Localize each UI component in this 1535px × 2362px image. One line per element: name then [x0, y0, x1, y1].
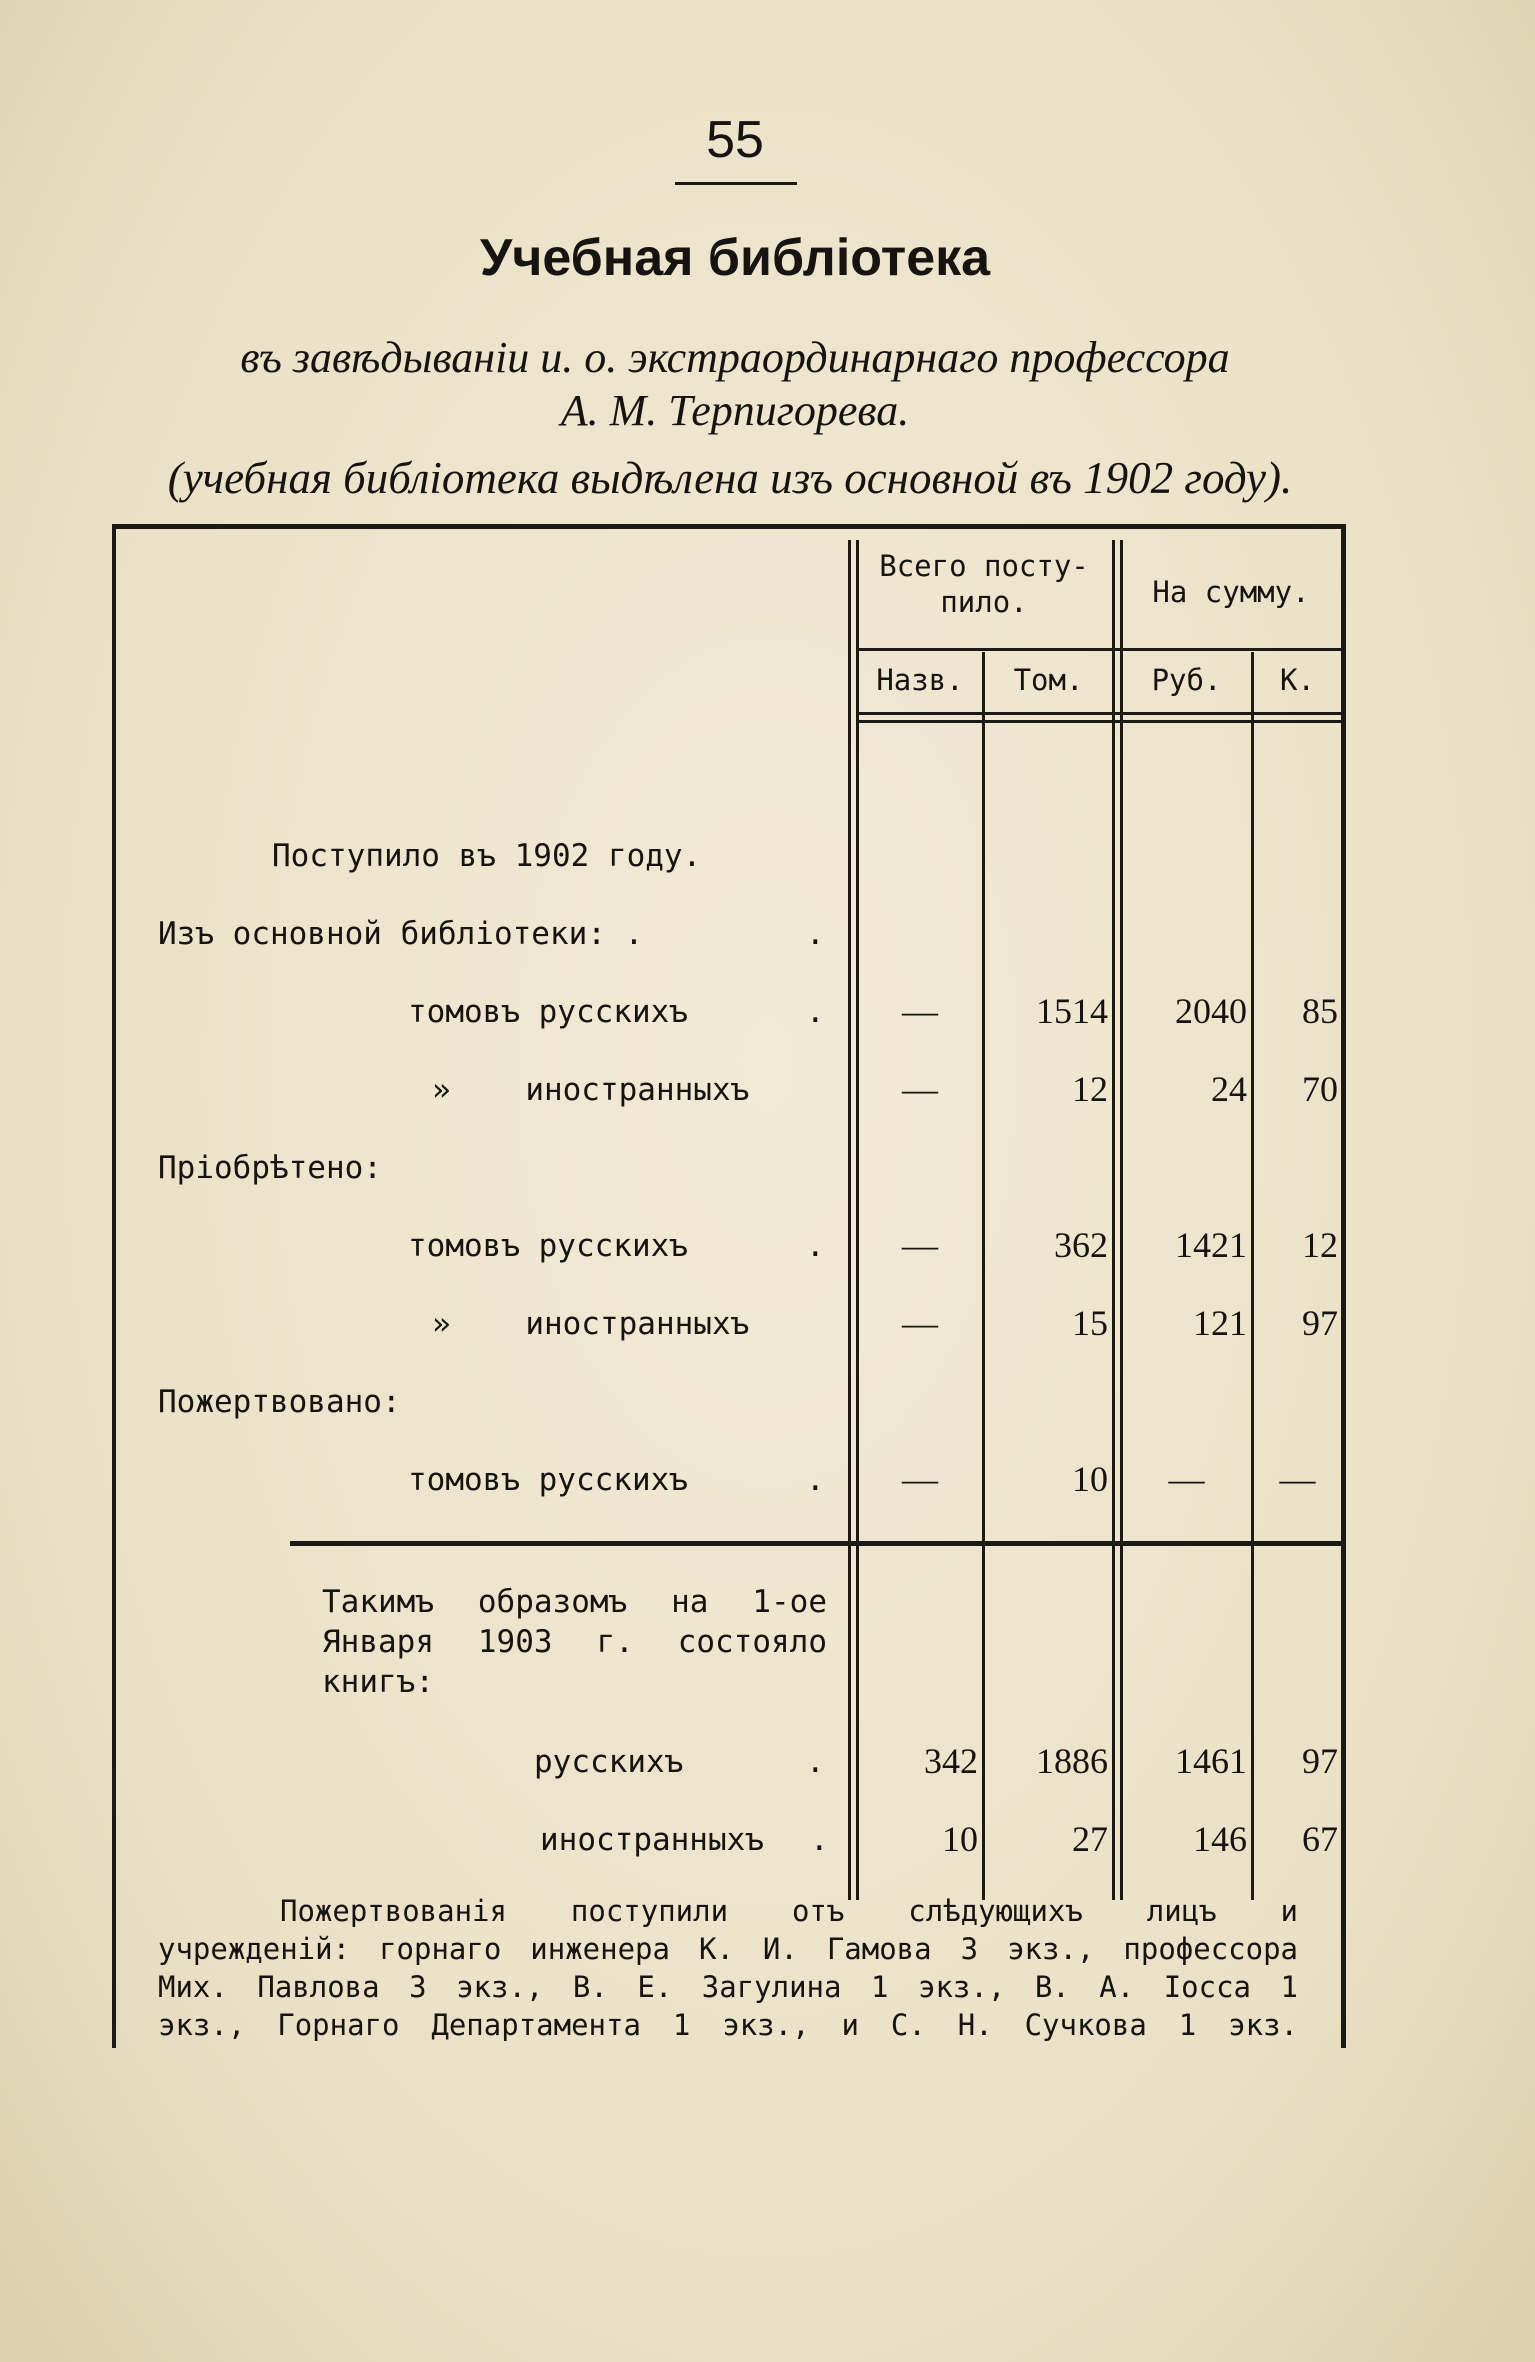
header-rule-bottom-2 — [856, 720, 1341, 723]
cell-tom: 12 — [1072, 1069, 1108, 1109]
totals-rule — [290, 1541, 1341, 1546]
table-right-border — [1341, 524, 1346, 2048]
col-divider-label-2 — [856, 540, 859, 1900]
header-rule-mid — [856, 648, 1341, 651]
header-total-received: Всего посту- пило. — [879, 549, 1089, 619]
header-sum: На сумму. — [1152, 575, 1310, 609]
cell-rub: 2040 — [1175, 991, 1247, 1031]
cell-rub: — — [1168, 1459, 1205, 1499]
page-number-rule — [675, 182, 797, 185]
cell-k: 97 — [1302, 1303, 1338, 1343]
cell-naz: — — [902, 1225, 938, 1265]
row-label: томовъ русскихъ — [408, 1228, 688, 1264]
col-divider-rub — [1251, 652, 1254, 1900]
row-label: иностранныхъ — [540, 1822, 764, 1858]
page-number: 55 — [706, 111, 764, 169]
row-dot: . — [806, 1744, 825, 1780]
header-naz: Назв. — [876, 663, 964, 697]
row-dot: . — [806, 1462, 825, 1498]
cell-k: 97 — [1302, 1741, 1338, 1781]
col-divider-tom-2 — [1120, 540, 1123, 1900]
cell-naz: 342 — [924, 1741, 978, 1781]
table-left-border — [112, 524, 116, 2048]
footnote-line: экз., Горнаго Департамента 1 экз., и С. Н. Сучкова 1 экз. — [158, 2008, 1298, 2042]
cell-k: 12 — [1302, 1225, 1338, 1265]
cell-rub: 1421 — [1175, 1225, 1247, 1265]
cell-k: 67 — [1302, 1819, 1338, 1859]
footnote-line: Пожертвованія поступили отъ слѣдующихъ лицъ и — [280, 1894, 1298, 1928]
cell-tom: 27 — [1072, 1819, 1108, 1859]
summary-text: Такимъ образомъ на 1-ое Января 1903 г. состояло книгъ: — [322, 1584, 827, 1700]
col-divider-naz — [982, 652, 985, 1900]
subtitle-line-1: въ завѣдываніи и. о. экстраординарнаго профессора — [240, 333, 1230, 382]
cell-tom: 15 — [1072, 1303, 1108, 1343]
row-label: » иностранныхъ — [432, 1072, 750, 1108]
cell-k: — — [1279, 1459, 1316, 1499]
subtitle-line-2: А. М. Терпигорева. — [560, 386, 910, 435]
row-dot: . — [810, 1822, 829, 1858]
cell-tom: 362 — [1054, 1225, 1108, 1265]
section-from-main: Изъ основной библіотеки: . — [158, 916, 644, 952]
row-label: томовъ русскихъ — [408, 1462, 688, 1498]
section-from-main-dot: . — [806, 916, 825, 952]
cell-naz: — — [902, 1303, 938, 1343]
section-acquired: Пріобрѣтено: — [158, 1150, 382, 1186]
row-label: русскихъ — [534, 1744, 684, 1780]
row-dot: . — [806, 1228, 825, 1264]
header-rule-bottom — [856, 712, 1341, 715]
cell-tom: 10 — [1072, 1459, 1108, 1499]
cell-naz: — — [902, 1069, 938, 1109]
cell-naz: — — [902, 1459, 938, 1499]
header-k: К. — [1280, 663, 1315, 697]
header-rub: Руб. — [1151, 663, 1222, 697]
cell-k: 70 — [1302, 1069, 1338, 1109]
cell-naz: — — [902, 991, 938, 1031]
cell-tom: 1514 — [1036, 991, 1108, 1031]
cell-rub: 146 — [1193, 1819, 1247, 1859]
cell-k: 85 — [1302, 991, 1338, 1031]
table-top-border — [112, 524, 1345, 529]
library-note: (учебная библіотека выдѣлена изъ основной въ 1902 году). — [167, 453, 1293, 503]
row-dot: . — [806, 994, 825, 1030]
cell-tom: 1886 — [1036, 1741, 1108, 1781]
col-divider-label — [848, 540, 851, 1900]
footnote-line: Мих. Павлова 3 экз., В. Е. Загулина 1 экз., В. А. Іосса 1 — [158, 1970, 1298, 2004]
footnote-line: учрежденій: горнаго инженера К. И. Гамова 3 экз., профессора — [158, 1932, 1298, 1966]
section-donated: Пожертвовано: — [158, 1384, 401, 1420]
header-tom: Том. — [1013, 663, 1084, 697]
cell-naz: 10 — [942, 1819, 978, 1859]
section-received: Поступило въ 1902 году. — [272, 838, 702, 874]
row-label: томовъ русскихъ — [408, 994, 688, 1030]
cell-rub: 24 — [1211, 1069, 1247, 1109]
page-title: Учебная библіотека — [479, 229, 991, 287]
col-divider-tom — [1112, 540, 1115, 1900]
cell-rub: 1461 — [1175, 1741, 1247, 1781]
donations-footnote — [158, 1892, 1298, 2044]
cell-rub: 121 — [1193, 1303, 1247, 1343]
row-label: » иностранныхъ — [432, 1306, 750, 1342]
